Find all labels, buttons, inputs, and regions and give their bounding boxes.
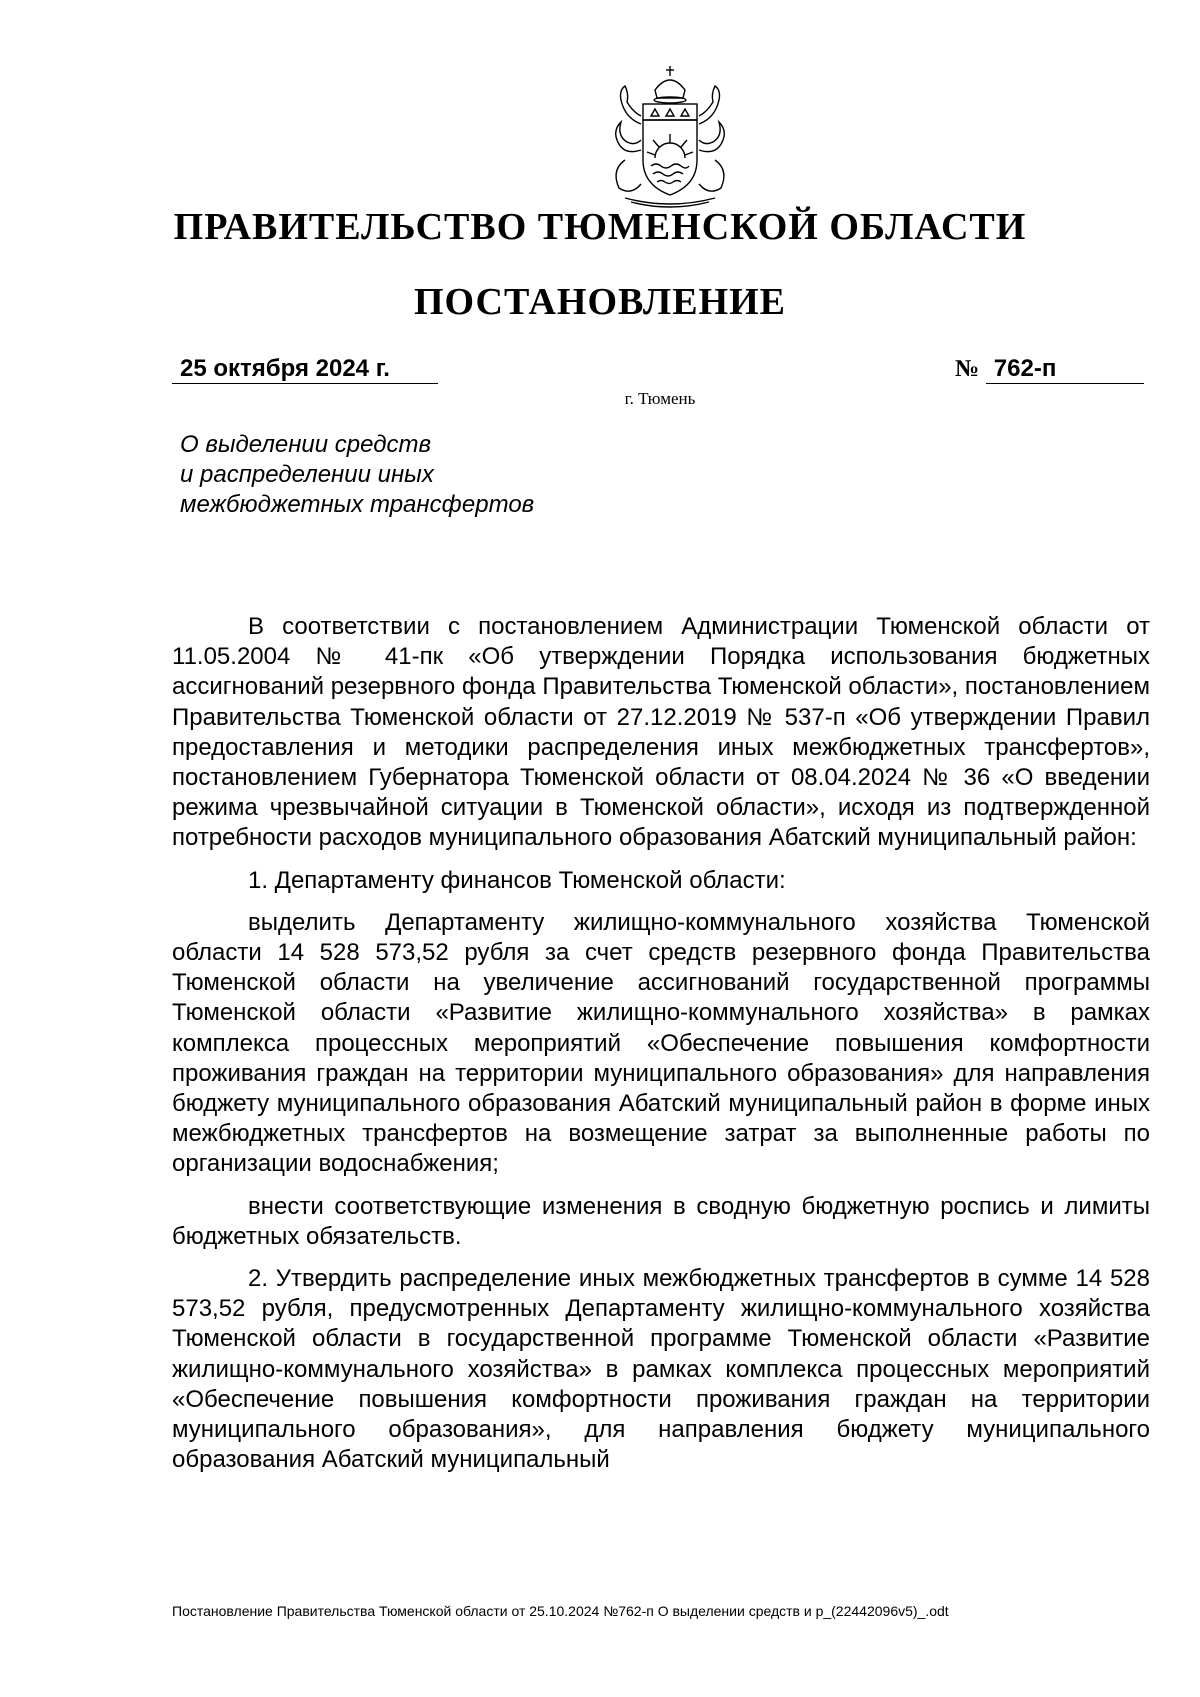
- document-subject: [180, 430, 600, 520]
- subject-line: межбюджетных трансфертов: [180, 491, 535, 518]
- body-paragraph: выделить Департаменту жилищно-коммунального хозяйства Тюменской области 14 528 573,52 рубля за счет средств резервного фонда Правительства Тюменской области на увеличение ассигнований государственной программы Тюменской области «Развитие жилищно-коммунального хозяйства» в рамках комплекса процессных мероприятий «Обеспечение повышения комфортности проживания граждан на территории муниципального образования» для направления бюджету муниципального образования Абатский муниципальный район в форме иных межбюджетных трансфертов на возмещение затрат за выполненные работы по организации водоснабжения;: [172, 908, 1150, 1178]
- government-title: ПРАВИТЕЛЬСТВО ТЮМЕНСКОЙ ОБЛАСТИ: [173, 206, 1027, 248]
- body-paragraph: внести соответствующие изменения в сводную бюджетную роспись и лимиты бюджетных обязательств.: [172, 1192, 1150, 1250]
- coat-of-arms-emblem: [595, 60, 745, 210]
- body-paragraph: В соответствии с постановлением Администрации Тюменской области от 11.05.2004 № 41-пк «Об утверждении Порядка использования бюджетных ассигнований резервного фонда Правительства Тюменской области», постановлением Правительства Тюменской области от 27.12.2019 № 537-п «Об утверждении Правил предоставления и методики распределения иных межбюджетных трансфертов», постановлением Губернатора Тюменской области от 08.04.2024 № 36 «О введении режима чрезвычайной ситуации в Тюменской области», исходя из подтвержденной потребности расходов муниципального образования Абатский муниципальный район:: [172, 613, 1150, 852]
- document-body: [172, 612, 1150, 1487]
- number-sign: №: [955, 356, 980, 382]
- body-paragraph: 2. Утвердить распределение иных межбюджетных трансфертов в сумме 14 528 573,52 рубля, предусмотренных Департаменту жилищно-коммунального хозяйства Тюменской области в государственной программе Тюменской области «Развитие жилищно-коммунального хозяйства» в рамках комплекса процессных мероприятий «Обеспечение повышения комфортности проживания граждан на территории муниципального образования», для направления бюджету муниципального образования Абатский муниципальный: [172, 1265, 1150, 1474]
- document-city: г. Тюмень: [624, 389, 696, 408]
- document-date: 25 октября 2024 г.: [172, 355, 438, 384]
- body-paragraph: 1. Департаменту финансов Тюменской области:: [248, 866, 786, 894]
- subject-line: и распределении иных: [180, 461, 434, 488]
- document-type-title: ПОСТАНОВЛЕНИЕ: [413, 281, 787, 323]
- subject-line: О выделении средств: [180, 431, 432, 458]
- document-number: 762-п: [986, 355, 1144, 384]
- page-footer: Постановление Правительства Тюменской области от 25.10.2024 №762-п О выделении средств и р_(22442096v5)_.odt: [172, 1603, 949, 1619]
- document-number-field: [955, 355, 1135, 384]
